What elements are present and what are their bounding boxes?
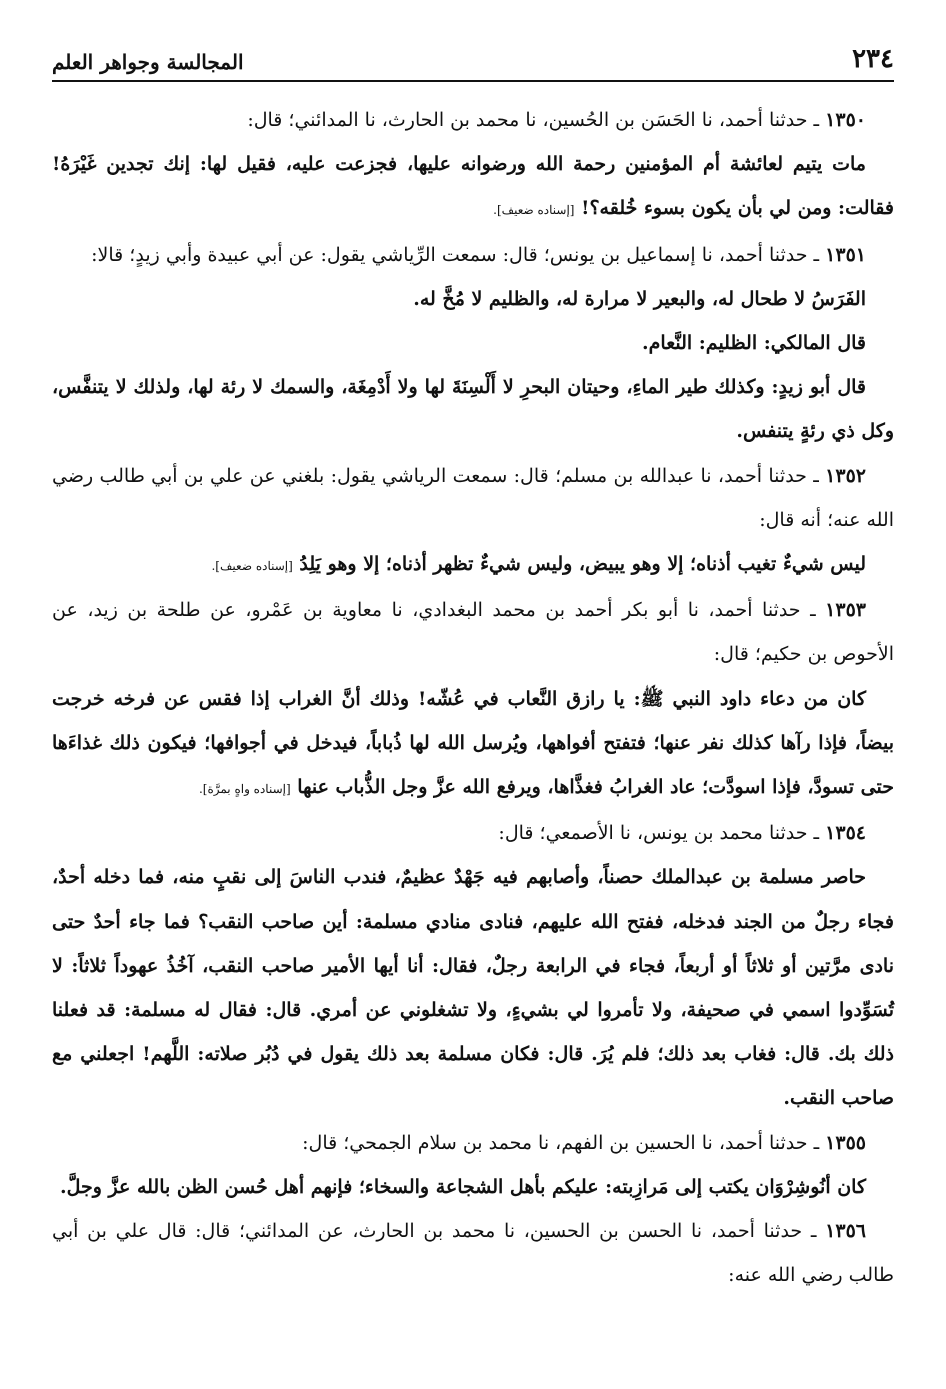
matn-text: مات يتيم لعائشة أم المؤمنين رحمة الله ورضوانه عليها، فجزعت عليه، فقيل لها: إنك تجدين غَيْرَهُ! فقالت: ومن لي بأن يكون بسوء خُلقه؟! [52,153,894,220]
matn-text: كان من دعاء داود النبي ﷺ: يا رازق النَّعاب في عُشّه! وذلك أنَّ الغراب إذا فقس عن فرخه خرجت بيضاً، فإذا رآها كذلك نفر عنها؛ فتفتح أفواهها، ويُرسل الله لها ذُباباً، فيدخل في أجوافها؛ فيكون ذلك غذاءَها حتى تسودَّ، فإذا اسودَّت؛ عاد الغرابُ فغذَّاها، ويرفع الله عزَّ وجل الذُّباب عنها [52,687,894,799]
hadith-1356-chain [52,1209,894,1297]
isnad-text: ـ حدثنا أحمد، نا الحسين بن الفهم، نا محمد بن سلام الجمحي؛ قال: [302,1131,826,1154]
hadith-1351-chain [52,233,894,277]
book-title: المجالسة وجواهر العلم [52,50,244,74]
hadith-number: ١٣٥٦ [825,1220,866,1243]
hadith-number: ١٣٥٥ [825,1131,866,1154]
matn-text: قال أبو زيدٍ: وكذلك طير الماءِ، وحيتان البحرِ لا أَلْسِنَةَ لها ولا أَدْمِغَة، والسمك لا رئة لها، ولذلك لا يتنفَّس، وكل ذي رئةٍ يتنفس. [52,376,894,443]
matn-text: الفَرَسُ لا طحال له، والبعير لا مرارة له، والظليم لا مُخَّ له. [413,287,866,310]
matn-text: قال المالكي: الظليم: النَّعام. [642,332,866,355]
hadith-1350-text [52,142,894,232]
isnad-text: ـ حدثنا أحمد، نا إسماعيل بن يونس؛ قال: سمعت الرِّياشي يقول: عن أبي عبيدة وأبي زيدٍ؛ قالا: [91,243,826,266]
hadith-1352-chain [52,454,894,542]
matn-text: حاصر مسلمة بن عبدالملك حصناً، وأصابهم فيه جَهْدٌ عظيمٌ، فندب الناسَ إلى نقبٍ منه، فما دخله أحدٌ، فجاء رجلٌ من الجند فدخله، ففتح الله عليهم، فنادى منادي مسلمة: أين صاحب النقب؟ فما جاء أحدٌ حتى نادى مرَّتين أو ثلاثاً أو أربعاً، فجاء في الرابعة رجلٌ، فقال: أنا أيها الأمير صاحب النقب، آخُذُ عهوداً ثلاثاً: لا تُسَوِّدوا اسمي في صحيفة، ولا تأمروا لي بشيءٍ، ولا تشغلوني عن أمري. قال: فقال له مسلمة: قد فعلنا ذلك بك. قال: فغاب بعد ذلك؛ فلم يُرَ. قال: فكان مسلمة بعد ذلك يقول في دُبُر صلاته: اللَّهم! اجعلني مع صاحب النقب. [52,866,894,1110]
grading-note: [إسناده ضعيف]. [211,559,293,574]
hadith-number: ١٣٥٣ [825,599,866,622]
grading-note: [إسناده ضعيف]. [493,203,575,218]
hadith-1351-text [52,277,894,321]
page-header [52,34,894,82]
isnad-text: ـ حدثنا أحمد، نا الحَسَن بن الحُسين، نا محمد بن الحارث، نا المدائني؛ قال: [247,109,826,131]
hadith-1355-text [52,1165,894,1209]
isnad-text: ـ حدثنا أحمد، نا الحسن بن الحسين، نا محمد بن الحارث، عن المدائني؛ قال: قال علي بن أبي طالب رضي الله عنه: [52,1220,894,1287]
hadith-number: ١٣٥١ [825,243,866,266]
hadith-1355-chain [52,1121,894,1165]
page-number: ٢٣٤ [852,44,894,74]
isnad-text: ـ حدثنا محمد بن يونس، نا الأصمعي؛ قال: [498,822,826,845]
hadith-1351-gloss [52,321,894,365]
page [52,34,894,1297]
page-body [52,98,894,1297]
hadith-1352-text [52,542,894,588]
matn-text: ليس شيءٌ تغيب أذناه؛ إلا وهو يبيض، وليس شيءٌ تظهر أذناه؛ إلا وهو يَلِدُ [292,553,866,576]
isnad-text: ـ حدثنا أحمد، نا أبو بكر أحمد بن محمد البغدادي، نا معاوية بن عَمْرو، عن طلحة بن زيد، عن الأحوص بن حكيم؛ قال: [52,599,894,666]
hadith-1354-chain [52,811,894,855]
hadith-1350-chain [52,98,894,142]
hadith-number: ١٣٥٠ [825,109,866,131]
hadith-1351-addition [52,365,894,453]
isnad-text: ـ حدثنا أحمد، نا عبدالله بن مسلم؛ قال: سمعت الرياشي يقول: بلغني عن علي بن أبي طالب رضي الله عنه؛ أنه قال: [52,464,894,531]
hadith-1354-text [52,855,894,1120]
hadith-number: ١٣٥٤ [825,822,866,845]
hadith-1353-text [52,677,894,812]
matn-text: كان أنُوشِرْوَان يكتب إلى مَرازِبته: عليكم بأهل الشجاعة والسخاء؛ فإنهم أهل حُسن الظن بالله عزَّ وجلَّ. [59,1175,866,1198]
hadith-number: ١٣٥٢ [825,464,866,487]
grading-note: [إسناده واهٍ بمرَّة]. [198,782,291,797]
hadith-1353-chain [52,588,894,676]
